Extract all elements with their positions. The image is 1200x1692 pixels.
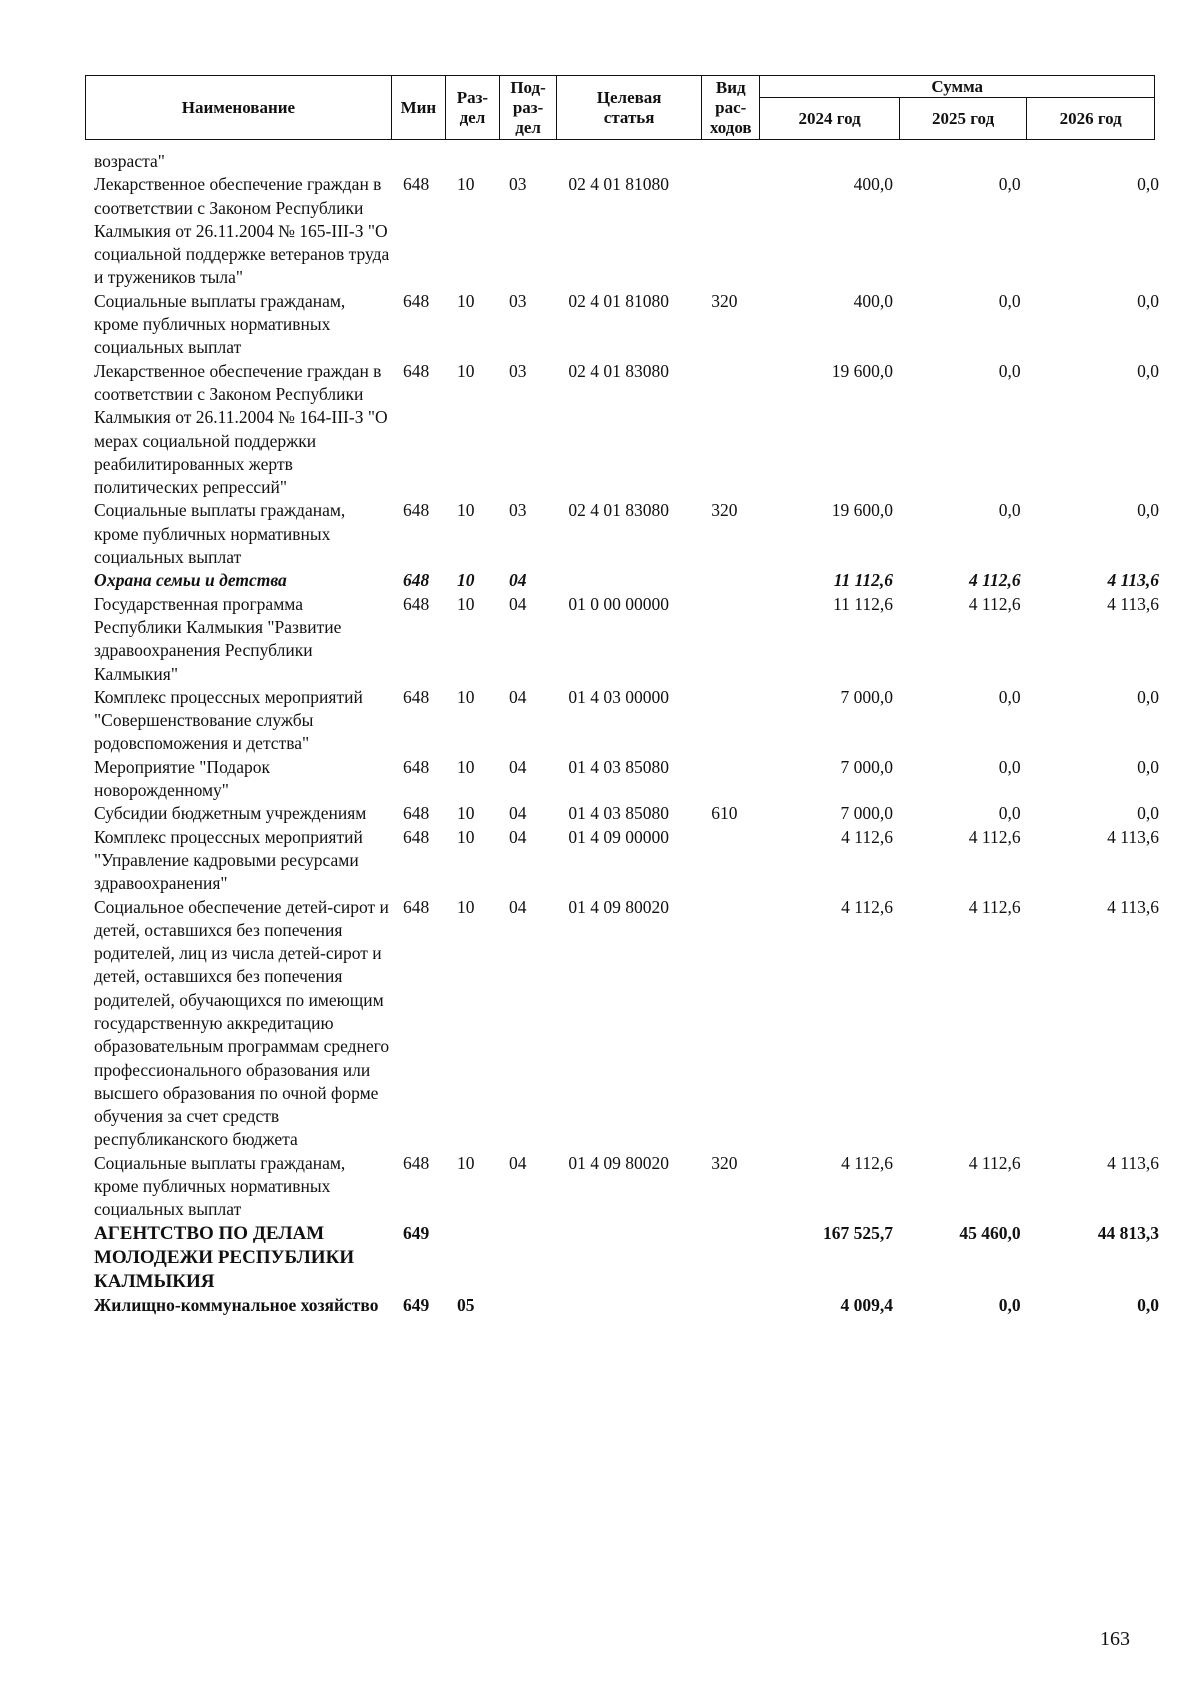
row-name: возраста"	[94, 151, 165, 171]
row-name: Социальные выплаты гражданам, кроме публичных нормативных социальных выплат	[94, 1152, 346, 1220]
row-podrazdel: 03	[509, 290, 527, 311]
header-summa: Сумма	[760, 76, 1155, 98]
row-value-2024: 19 600,0	[831, 360, 894, 381]
row-podrazdel: 04	[509, 756, 527, 777]
row-celevaya: 02 4 01 83080	[568, 360, 669, 381]
row-razdel: 10	[456, 896, 475, 917]
row-name: Социальные выплаты гражданам, кроме публичных нормативных социальных выплат	[94, 290, 346, 358]
row-min: 648	[402, 686, 430, 707]
row-vid	[701, 1222, 759, 1294]
table-row	[85, 569, 1165, 592]
row-value-2026: 0,0	[1137, 1294, 1159, 1315]
row-value-2024: 7 000,0	[840, 686, 894, 707]
row-value-2026: 4 113,6	[1107, 570, 1159, 591]
header-podrazdel: Под- раз- дел	[499, 76, 556, 140]
row-value-2025: 4 112,6	[968, 896, 1021, 917]
table-row	[85, 290, 1165, 360]
row-value-2024: 11 112,6	[833, 570, 894, 591]
row-razdel: 05	[456, 1294, 475, 1315]
row-razdel: 10	[456, 756, 475, 777]
row-min	[391, 150, 445, 173]
row-value-2025	[899, 150, 1027, 173]
row-vid	[701, 150, 759, 173]
row-razdel: 10	[456, 803, 475, 824]
row-value-2024: 19 600,0	[831, 500, 894, 521]
row-name: Жилищно-коммунальное хозяйство	[94, 1294, 379, 1315]
row-value-2026: 4 113,6	[1107, 593, 1159, 614]
row-value-2026: 4 113,6	[1107, 896, 1159, 917]
row-value-2026: 4 113,6	[1107, 826, 1159, 847]
row-name: Субсидии бюджетным учреждениям	[94, 803, 367, 824]
row-podrazdel: 04	[509, 826, 527, 847]
row-podrazdel: 04	[509, 593, 527, 614]
row-min: 648	[402, 756, 430, 777]
row-name: Комплекс процессных мероприятий "Совершенствование службы родовспоможения и детства"	[94, 686, 363, 754]
row-vid: 320	[711, 1152, 738, 1173]
row-min: 649	[402, 1294, 430, 1315]
header-min: Мин	[391, 76, 445, 140]
row-podrazdel: 04	[509, 570, 527, 591]
row-value-2024: 4 009,4	[840, 1294, 894, 1315]
row-podrazdel: 04	[509, 1152, 527, 1173]
table-row	[85, 150, 1165, 173]
row-celevaya: 01 4 09 80020	[568, 896, 669, 917]
row-vid	[701, 173, 759, 289]
table-row	[85, 1294, 1165, 1317]
row-value-2025: 4 112,6	[968, 826, 1021, 847]
row-podrazdel	[499, 1294, 556, 1317]
row-value-2026: 4 113,6	[1107, 1152, 1159, 1173]
row-min: 648	[402, 896, 430, 917]
table-header	[85, 75, 1155, 140]
header-2025: 2025 год	[899, 98, 1027, 140]
table-row	[85, 686, 1165, 756]
row-value-2026: 0,0	[1137, 174, 1159, 195]
row-value-2024: 4 112,6	[841, 896, 894, 917]
row-podrazdel: 03	[509, 174, 527, 195]
row-value-2024: 11 112,6	[833, 593, 894, 614]
row-value-2025: 0,0	[998, 500, 1021, 521]
row-min: 648	[402, 593, 430, 614]
row-razdel: 10	[456, 290, 475, 311]
row-celevaya: 01 4 03 85080	[568, 803, 669, 824]
row-value-2026: 0,0	[1137, 756, 1159, 777]
header-celevaya: Целевая статья	[557, 76, 702, 140]
row-min: 648	[402, 570, 430, 591]
row-value-2025: 45 460,0	[959, 1222, 1021, 1243]
page-number: 163	[1100, 1628, 1130, 1650]
row-min: 648	[402, 360, 430, 381]
row-celevaya	[556, 150, 701, 173]
table-row	[85, 896, 1165, 1152]
row-min: 648	[402, 290, 430, 311]
row-name: Комплекс процессных мероприятий "Управление кадровыми ресурсами здравоохранения"	[94, 826, 363, 894]
header-name: Наименование	[86, 76, 392, 140]
row-vid: 320	[711, 290, 738, 311]
row-value-2024: 167 525,7	[823, 1222, 894, 1243]
table-row	[85, 802, 1165, 825]
row-podrazdel: 03	[509, 500, 527, 521]
row-podrazdel: 04	[509, 896, 527, 917]
row-podrazdel: 03	[509, 360, 527, 381]
table-row	[85, 499, 1165, 569]
header-2024: 2024 год	[760, 98, 899, 140]
row-razdel: 10	[456, 1152, 475, 1173]
row-vid	[701, 1294, 759, 1317]
row-value-2025: 0,0	[998, 360, 1021, 381]
row-value-2024: 4 112,6	[841, 1152, 894, 1173]
row-vid	[701, 360, 759, 500]
row-min: 648	[402, 803, 430, 824]
row-value-2026: 0,0	[1137, 360, 1159, 381]
header-2026: 2026 год	[1027, 98, 1155, 140]
row-value-2025: 4 112,6	[968, 1152, 1021, 1173]
row-value-2024: 4 112,6	[841, 826, 894, 847]
row-vid	[701, 756, 759, 803]
row-value-2024	[760, 150, 899, 173]
row-value-2026: 0,0	[1137, 500, 1159, 521]
row-name: Государственная программа Республики Калмыкия "Развитие здравоохранения Республики Калмыкия"	[94, 593, 342, 684]
row-celevaya: 01 4 09 80020	[568, 1152, 669, 1173]
row-razdel: 10	[456, 360, 475, 381]
row-value-2024: 7 000,0	[840, 756, 894, 777]
row-value-2025: 0,0	[998, 686, 1021, 707]
row-value-2025: 0,0	[998, 756, 1021, 777]
row-vid	[701, 826, 759, 896]
row-value-2025: 4 112,6	[968, 593, 1021, 614]
row-min: 648	[402, 1152, 430, 1173]
table-row	[85, 173, 1165, 289]
row-celevaya	[556, 1294, 701, 1317]
table-row	[85, 1152, 1165, 1222]
row-podrazdel	[499, 1222, 556, 1294]
row-celevaya: 01 0 00 00000	[568, 593, 669, 614]
row-value-2026: 0,0	[1137, 803, 1159, 824]
row-podrazdel	[499, 150, 556, 173]
row-name: АГЕНТСТВО ПО ДЕЛАМ МОЛОДЕЖИ РЕСПУБЛИКИ КАЛМЫКИЯ	[94, 1222, 355, 1292]
row-razdel: 10	[456, 174, 475, 195]
row-celevaya: 01 4 09 00000	[568, 826, 669, 847]
row-celevaya: 01 4 03 00000	[568, 686, 669, 707]
row-value-2025: 4 112,6	[969, 570, 1021, 591]
row-value-2026: 0,0	[1137, 686, 1159, 707]
row-podrazdel: 04	[509, 803, 527, 824]
row-name: Лекарственное обеспечение граждан в соответствии с Законом Республики Калмыкия от 26.11.2004 № 164-III-З "О мерах социальной поддержки реабилитированных жертв политических репрессий"	[94, 360, 388, 498]
row-min: 648	[402, 500, 430, 521]
table-row	[85, 826, 1165, 896]
row-name: Социальные выплаты гражданам, кроме публичных нормативных социальных выплат	[94, 500, 346, 568]
row-name: Охрана семьи и детства	[94, 570, 287, 591]
row-min: 648	[402, 174, 430, 195]
row-vid	[701, 896, 759, 1152]
row-razdel: 10	[456, 500, 475, 521]
row-name: Мероприятие "Подарок новорожденному"	[94, 756, 270, 801]
budget-table	[85, 150, 1165, 1317]
table-row	[85, 593, 1165, 686]
row-value-2025: 0,0	[998, 803, 1021, 824]
row-podrazdel: 04	[509, 686, 527, 707]
row-razdel: 10	[456, 826, 475, 847]
row-razdel	[445, 150, 499, 173]
row-value-2026: 44 813,3	[1097, 1222, 1159, 1243]
row-celevaya: 02 4 01 81080	[568, 290, 669, 311]
row-razdel: 10	[456, 593, 475, 614]
table-row	[85, 756, 1165, 803]
row-razdel: 10	[456, 686, 475, 707]
table-row	[85, 1222, 1165, 1294]
row-value-2026: 0,0	[1137, 290, 1159, 311]
row-celevaya: 02 4 01 83080	[568, 500, 669, 521]
row-value-2024: 400,0	[853, 290, 894, 311]
row-name: Социальное обеспечение детей-сирот и детей, оставшихся без попечения родителей, лиц из числа детей-сирот и детей, оставшихся без попечения родителей, обучающихся по имеющим государственную аккредитацию образовательным программам среднего профессионального образования или высшего образования по очной форме обучения за счет средств республиканского бюджета	[94, 896, 390, 1150]
row-value-2025: 0,0	[998, 1294, 1021, 1315]
row-min: 648	[402, 826, 430, 847]
row-vid	[701, 593, 759, 686]
row-value-2024: 7 000,0	[840, 803, 894, 824]
row-celevaya: 01 4 03 85080	[568, 756, 669, 777]
row-razdel	[445, 1222, 499, 1294]
row-name: Лекарственное обеспечение граждан в соответствии с Законом Республики Калмыкия от 26.11.2004 № 165-III-З "О социальной поддержке ветеранов труда и тружеников тыла"	[94, 174, 390, 288]
row-value-2025: 0,0	[998, 290, 1021, 311]
row-value-2025: 0,0	[998, 174, 1021, 195]
row-vid: 320	[711, 500, 738, 521]
table-row	[85, 360, 1165, 500]
row-value-2026	[1027, 150, 1165, 173]
row-razdel: 10	[456, 570, 475, 591]
header-razdel: Раз- дел	[445, 76, 499, 140]
row-celevaya: 02 4 01 81080	[568, 174, 669, 195]
row-celevaya	[556, 1222, 701, 1294]
row-vid	[701, 569, 759, 592]
row-min: 649	[402, 1222, 430, 1243]
row-value-2024: 400,0	[853, 174, 894, 195]
row-vid: 610	[711, 803, 738, 824]
row-vid	[701, 686, 759, 756]
row-celevaya	[556, 569, 701, 592]
header-vid: Вид рас- ходов	[702, 76, 760, 140]
